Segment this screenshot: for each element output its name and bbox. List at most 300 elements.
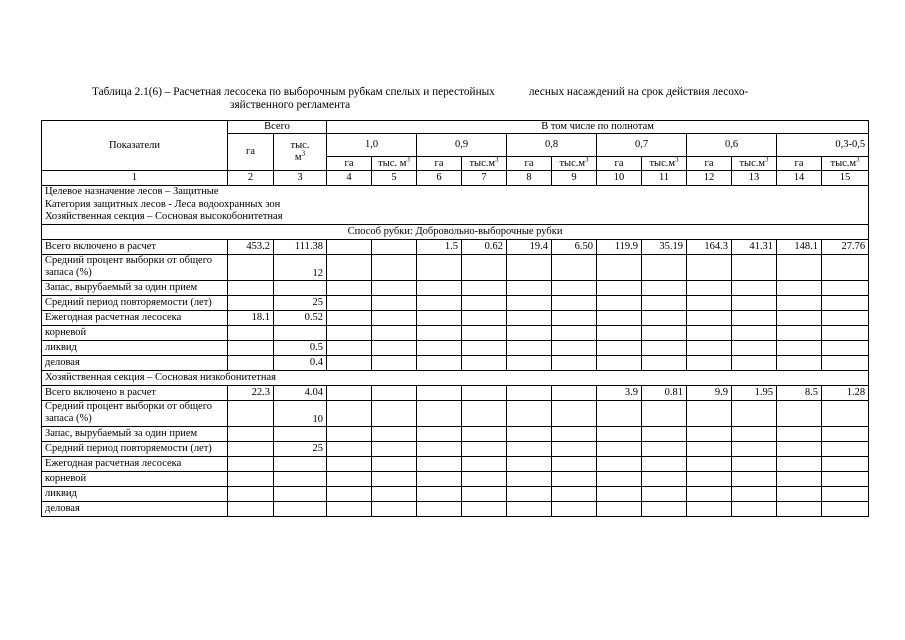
table-cell [552, 310, 597, 325]
table-cell: 111.38 [274, 239, 327, 254]
table-row [42, 486, 869, 501]
table-cell [507, 400, 552, 426]
table-cell [417, 325, 462, 340]
table-cell [228, 426, 274, 441]
density-0-7: 0,7 [597, 134, 687, 157]
table-cell: 27.76 [822, 239, 869, 254]
table-cell [228, 400, 274, 426]
table-cell [822, 426, 869, 441]
table-cell: 0.81 [642, 385, 687, 400]
table-cell [732, 254, 777, 280]
table-cell: 6.50 [552, 239, 597, 254]
table-cell [822, 441, 869, 456]
col-number: 6 [417, 171, 462, 186]
table-cell [732, 486, 777, 501]
table-cell [507, 340, 552, 355]
table-cell [507, 295, 552, 310]
col-number: 4 [327, 171, 372, 186]
section-b-rows [42, 385, 869, 516]
table-cell [507, 254, 552, 280]
density-0-3-0-5: 0,3-0,5 [777, 134, 869, 157]
table-body [42, 186, 869, 240]
col-number: 9 [552, 171, 597, 186]
table-cell [552, 456, 597, 471]
table-cell [372, 254, 417, 280]
table-cell: 0.5 [274, 340, 327, 355]
table-cell [327, 501, 372, 516]
table-cell [507, 441, 552, 456]
col-number: 14 [777, 171, 822, 186]
table-cell [777, 426, 822, 441]
table-cell: 164.3 [687, 239, 732, 254]
table-cell [462, 355, 507, 370]
table-cell [822, 486, 869, 501]
row-label: Средний период повторяемости (лет) [42, 295, 228, 310]
table-cell [597, 254, 642, 280]
col-number: 8 [507, 171, 552, 186]
sub-ha: га [327, 157, 372, 171]
table-cell: 8.5 [777, 385, 822, 400]
table-cell [687, 456, 732, 471]
table-cell [822, 355, 869, 370]
table-cell [687, 486, 732, 501]
table-cell [732, 280, 777, 295]
table-caption [92, 86, 862, 112]
table-cell [507, 325, 552, 340]
table-cell [372, 441, 417, 456]
table-cell [642, 310, 687, 325]
table-cell [327, 400, 372, 426]
table-cell [274, 471, 327, 486]
table-cell [552, 471, 597, 486]
table-cell [687, 310, 732, 325]
table-row [42, 385, 869, 400]
table-cell [462, 441, 507, 456]
table-cell [822, 456, 869, 471]
section-b-heading: Хозяйственная секция – Сосновая низкобонитетная [42, 370, 869, 385]
table-cell [597, 501, 642, 516]
table-row [42, 295, 869, 310]
table-cell [462, 456, 507, 471]
table-cell [777, 400, 822, 426]
table-cell [228, 325, 274, 340]
table-cell [327, 486, 372, 501]
table-cell [274, 426, 327, 441]
table-cell [462, 280, 507, 295]
table-cell: 4.04 [274, 385, 327, 400]
table-cell: 119.9 [597, 239, 642, 254]
table-cell [732, 441, 777, 456]
table-cell [732, 340, 777, 355]
table-cell [372, 426, 417, 441]
col-number: 1 [42, 171, 228, 186]
table-cell [552, 501, 597, 516]
table-cell [642, 456, 687, 471]
table-cell [552, 280, 597, 295]
table-cell [552, 254, 597, 280]
table-cell [507, 426, 552, 441]
table-cell [274, 501, 327, 516]
table-cell [507, 471, 552, 486]
table-cell [372, 471, 417, 486]
table-cell [327, 385, 372, 400]
table-cell [822, 400, 869, 426]
table-cell [777, 254, 822, 280]
table-cell [462, 501, 507, 516]
header-total-ha: га [228, 134, 274, 171]
table-cell [732, 310, 777, 325]
sub-m3: $тыс.м^3$ [552, 157, 597, 171]
table-cell: 453.2 [228, 239, 274, 254]
table-row [42, 501, 869, 516]
row-label: корневой [42, 471, 228, 486]
table-cell [777, 486, 822, 501]
table-cell [642, 280, 687, 295]
table-cell [417, 400, 462, 426]
table-cell [822, 295, 869, 310]
table-cell [777, 325, 822, 340]
table-cell: 1.95 [732, 385, 777, 400]
felling-table [41, 120, 869, 517]
table-row [42, 280, 869, 295]
table-cell [822, 340, 869, 355]
header-indicators: Показатели [42, 121, 228, 171]
table-cell [597, 280, 642, 295]
table-cell [417, 471, 462, 486]
sub-m3: $тыс.м^3$ [462, 157, 507, 171]
table-cell [687, 340, 732, 355]
table-cell [327, 239, 372, 254]
table-cell: 0.62 [462, 239, 507, 254]
table-cell [597, 441, 642, 456]
table-cell [372, 501, 417, 516]
table-cell [777, 471, 822, 486]
table-cell [372, 295, 417, 310]
table-cell [642, 441, 687, 456]
table-cell [552, 325, 597, 340]
table-cell [228, 486, 274, 501]
table-cell: 12 [274, 254, 327, 280]
row-label: Средний процент выборки от общего запаса (%) [42, 254, 228, 280]
col-number: 5 [372, 171, 417, 186]
table-cell [552, 385, 597, 400]
table-cell: 35.19 [642, 239, 687, 254]
table-cell [642, 501, 687, 516]
table-cell [228, 471, 274, 486]
col-number: 12 [687, 171, 732, 186]
section-a-heading: Целевое назначение лесов – Защитные Категория защитных лесов - Леса водоохранных зон Хозяйственная секция – Сосновая высокобонитетная [42, 186, 869, 225]
table-cell [327, 441, 372, 456]
table-cell [687, 295, 732, 310]
sub-m3: тыс. $м^3$ [372, 157, 417, 171]
table-cell [372, 456, 417, 471]
table-cell [327, 280, 372, 295]
table-cell [228, 456, 274, 471]
table-cell [597, 340, 642, 355]
sub-m3: $тыс.м^3$ [642, 157, 687, 171]
table-cell [552, 486, 597, 501]
table-cell [822, 310, 869, 325]
table-cell [462, 325, 507, 340]
col-number: 7 [462, 171, 507, 186]
table-cell [462, 426, 507, 441]
table-cell [507, 501, 552, 516]
sub-m3: $тыс.м^3$ [732, 157, 777, 171]
col-number: 13 [732, 171, 777, 186]
table-cell [777, 280, 822, 295]
table-cell [642, 426, 687, 441]
table-cell: 25 [274, 295, 327, 310]
table-cell [417, 280, 462, 295]
density-0-8: 0,8 [507, 134, 597, 157]
table-cell [777, 501, 822, 516]
table-cell [777, 456, 822, 471]
table-row [42, 441, 869, 456]
table-row [42, 254, 869, 280]
table-row [42, 340, 869, 355]
table-cell [552, 426, 597, 441]
table-cell [228, 441, 274, 456]
table-cell [642, 295, 687, 310]
table-cell [552, 355, 597, 370]
table-cell [507, 280, 552, 295]
table-cell [777, 441, 822, 456]
table-cell [228, 501, 274, 516]
section-b-heading-group [42, 370, 869, 385]
sub-ha: га [777, 157, 822, 171]
table-cell [597, 355, 642, 370]
table-cell [372, 486, 417, 501]
table-cell [597, 325, 642, 340]
table-cell [372, 400, 417, 426]
table-cell [732, 501, 777, 516]
table-cell [732, 426, 777, 441]
row-label: ликвид [42, 486, 228, 501]
table-cell [417, 340, 462, 355]
table-cell [327, 471, 372, 486]
table-cell [777, 340, 822, 355]
table-cell: 25 [274, 441, 327, 456]
table-cell [462, 340, 507, 355]
table-cell [417, 486, 462, 501]
table-cell [507, 355, 552, 370]
table-row [42, 325, 869, 340]
table-cell: 41.31 [732, 239, 777, 254]
table-cell [552, 441, 597, 456]
table-cell [327, 295, 372, 310]
table-cell [417, 355, 462, 370]
table-cell [327, 456, 372, 471]
table-cell [228, 254, 274, 280]
table-cell [462, 295, 507, 310]
table-cell [597, 426, 642, 441]
table-cell [732, 456, 777, 471]
table-cell [642, 486, 687, 501]
row-label: корневой [42, 325, 228, 340]
table-cell [642, 355, 687, 370]
row-label: деловая [42, 501, 228, 516]
table-cell [372, 385, 417, 400]
table-cell [372, 280, 417, 295]
table-cell: 19.4 [507, 239, 552, 254]
table-cell: 18.1 [228, 310, 274, 325]
table-cell [462, 254, 507, 280]
table-cell [274, 280, 327, 295]
table-cell [687, 400, 732, 426]
table-cell [597, 471, 642, 486]
density-0-9: 0,9 [417, 134, 507, 157]
table-cell [597, 295, 642, 310]
header-total-m3: тыс. $м^3$ [274, 134, 327, 171]
table-row [42, 239, 869, 254]
row-label: Всего включено в расчет [42, 239, 228, 254]
table-header [42, 121, 869, 186]
table-cell [507, 310, 552, 325]
table-cell [462, 310, 507, 325]
table-cell [642, 400, 687, 426]
table-cell [597, 456, 642, 471]
table-cell [372, 340, 417, 355]
table-cell [274, 486, 327, 501]
table-cell [274, 456, 327, 471]
table-cell [417, 295, 462, 310]
table-cell [327, 325, 372, 340]
table-cell: 1.28 [822, 385, 869, 400]
sub-ha: га [417, 157, 462, 171]
table-row [42, 400, 869, 426]
table-cell [822, 280, 869, 295]
table-cell [732, 325, 777, 340]
table-cell [327, 254, 372, 280]
table-cell [642, 325, 687, 340]
table-row [42, 471, 869, 486]
table-cell [274, 325, 327, 340]
table-cell [372, 239, 417, 254]
table-cell [642, 340, 687, 355]
table-cell [687, 426, 732, 441]
sub-ha: га [687, 157, 732, 171]
table-cell [552, 400, 597, 426]
table-cell [228, 295, 274, 310]
table-cell [417, 441, 462, 456]
table-cell [597, 486, 642, 501]
table-cell [552, 295, 597, 310]
table-cell [687, 325, 732, 340]
sub-ha: га [597, 157, 642, 171]
sub-ha: га [507, 157, 552, 171]
density-0-6: 0,6 [687, 134, 777, 157]
table-cell [642, 254, 687, 280]
table-cell [507, 486, 552, 501]
table-cell [372, 325, 417, 340]
header-by-density: В том числе по полнотам [327, 121, 869, 134]
table-row [42, 310, 869, 325]
row-label: Средний процент выборки от общего запаса (%) [42, 400, 228, 426]
density-1-0: 1,0 [327, 134, 417, 157]
table-cell [597, 400, 642, 426]
table-cell [822, 471, 869, 486]
col-number: 15 [822, 171, 869, 186]
table-cell [507, 456, 552, 471]
table-cell [327, 310, 372, 325]
table-cell [327, 340, 372, 355]
table-row [42, 456, 869, 471]
table-cell [822, 325, 869, 340]
sub-m3: $тыс.м^3$ [822, 157, 869, 171]
col-number: 3 [274, 171, 327, 186]
table-cell [597, 310, 642, 325]
caption-line1-a: Таблица 2.1(6) – Расчетная лесосека по выборочным рубкам спелых и перестойных [92, 86, 495, 98]
table-cell [327, 355, 372, 370]
col-number: 11 [642, 171, 687, 186]
table-cell: 148.1 [777, 239, 822, 254]
row-label: Ежегодная расчетная лесосека [42, 456, 228, 471]
table-cell [462, 471, 507, 486]
table-cell [777, 355, 822, 370]
table-cell [687, 501, 732, 516]
table-cell [822, 501, 869, 516]
section-a-rows [42, 239, 869, 370]
header-total: Всего [228, 121, 327, 134]
table-cell [417, 385, 462, 400]
table-cell: 0.4 [274, 355, 327, 370]
table-cell [372, 310, 417, 325]
caption-line1-b: лесных насаждений на срок действия лесохо- [528, 86, 749, 98]
table-cell [687, 441, 732, 456]
col-number: 10 [597, 171, 642, 186]
table-cell [417, 456, 462, 471]
table-cell [642, 471, 687, 486]
row-label: Запас, вырубаемый за один прием [42, 426, 228, 441]
row-label: Запас, вырубаемый за один прием [42, 280, 228, 295]
table-cell [462, 385, 507, 400]
table-cell [417, 501, 462, 516]
table-cell [732, 400, 777, 426]
table-cell [552, 340, 597, 355]
caption-line2: зяйственного регламента [230, 99, 351, 111]
table-cell [507, 385, 552, 400]
table-cell [462, 486, 507, 501]
row-label: ликвид [42, 340, 228, 355]
table-cell [822, 254, 869, 280]
table-cell [417, 426, 462, 441]
table-cell: 0.52 [274, 310, 327, 325]
table-cell [777, 295, 822, 310]
table-cell [777, 310, 822, 325]
table-cell [687, 254, 732, 280]
table-cell: 22.3 [228, 385, 274, 400]
table-cell [228, 280, 274, 295]
table-cell [687, 280, 732, 295]
table-cell: 9.9 [687, 385, 732, 400]
table-cell [732, 471, 777, 486]
col-number: 2 [228, 171, 274, 186]
table-cell: 3.9 [597, 385, 642, 400]
table-cell [228, 340, 274, 355]
table-cell [462, 400, 507, 426]
felling-method: Способ рубки: Добровольно-выборочные рубки [42, 224, 869, 239]
table-cell: 1.5 [417, 239, 462, 254]
table-cell [732, 295, 777, 310]
table-cell [417, 310, 462, 325]
table-cell [327, 426, 372, 441]
row-label: Средний период повторяемости (лет) [42, 441, 228, 456]
table-cell: 10 [274, 400, 327, 426]
table-cell [687, 471, 732, 486]
table-cell [228, 355, 274, 370]
table-row [42, 355, 869, 370]
row-label: Всего включено в расчет [42, 385, 228, 400]
